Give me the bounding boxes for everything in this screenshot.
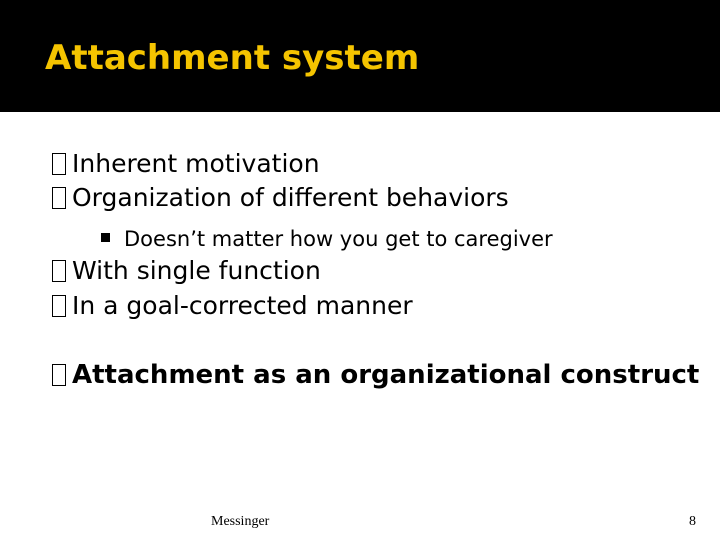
square-bullet-icon [101,233,110,242]
bullet-item [52,149,320,178]
slide-title: Attachment system [45,38,420,78]
sub-bullet-text: Doesn’t matter how you get to caregiver [124,227,553,251]
sub-bullet-item [101,227,553,251]
bullet-text: In a goal-corrected manner [72,291,413,320]
footer-text: Messinger [211,514,270,529]
missing-glyph-icon [52,260,66,282]
bullet-text: Attachment as an organizational construct [72,360,700,390]
missing-glyph-icon [52,153,66,175]
missing-glyph-icon [52,187,66,209]
bullet-item [52,256,321,285]
bullet-text: Inherent motivation [72,149,320,178]
bullet-item [52,291,413,320]
page-number: 8 [689,514,696,529]
bullet-text: With single function [72,256,321,285]
bullet-text: Organization of different behaviors [72,183,509,212]
bullet-item-bold [52,360,699,390]
bullet-item [52,183,509,212]
missing-glyph-icon [52,364,66,386]
missing-glyph-icon [52,295,66,317]
